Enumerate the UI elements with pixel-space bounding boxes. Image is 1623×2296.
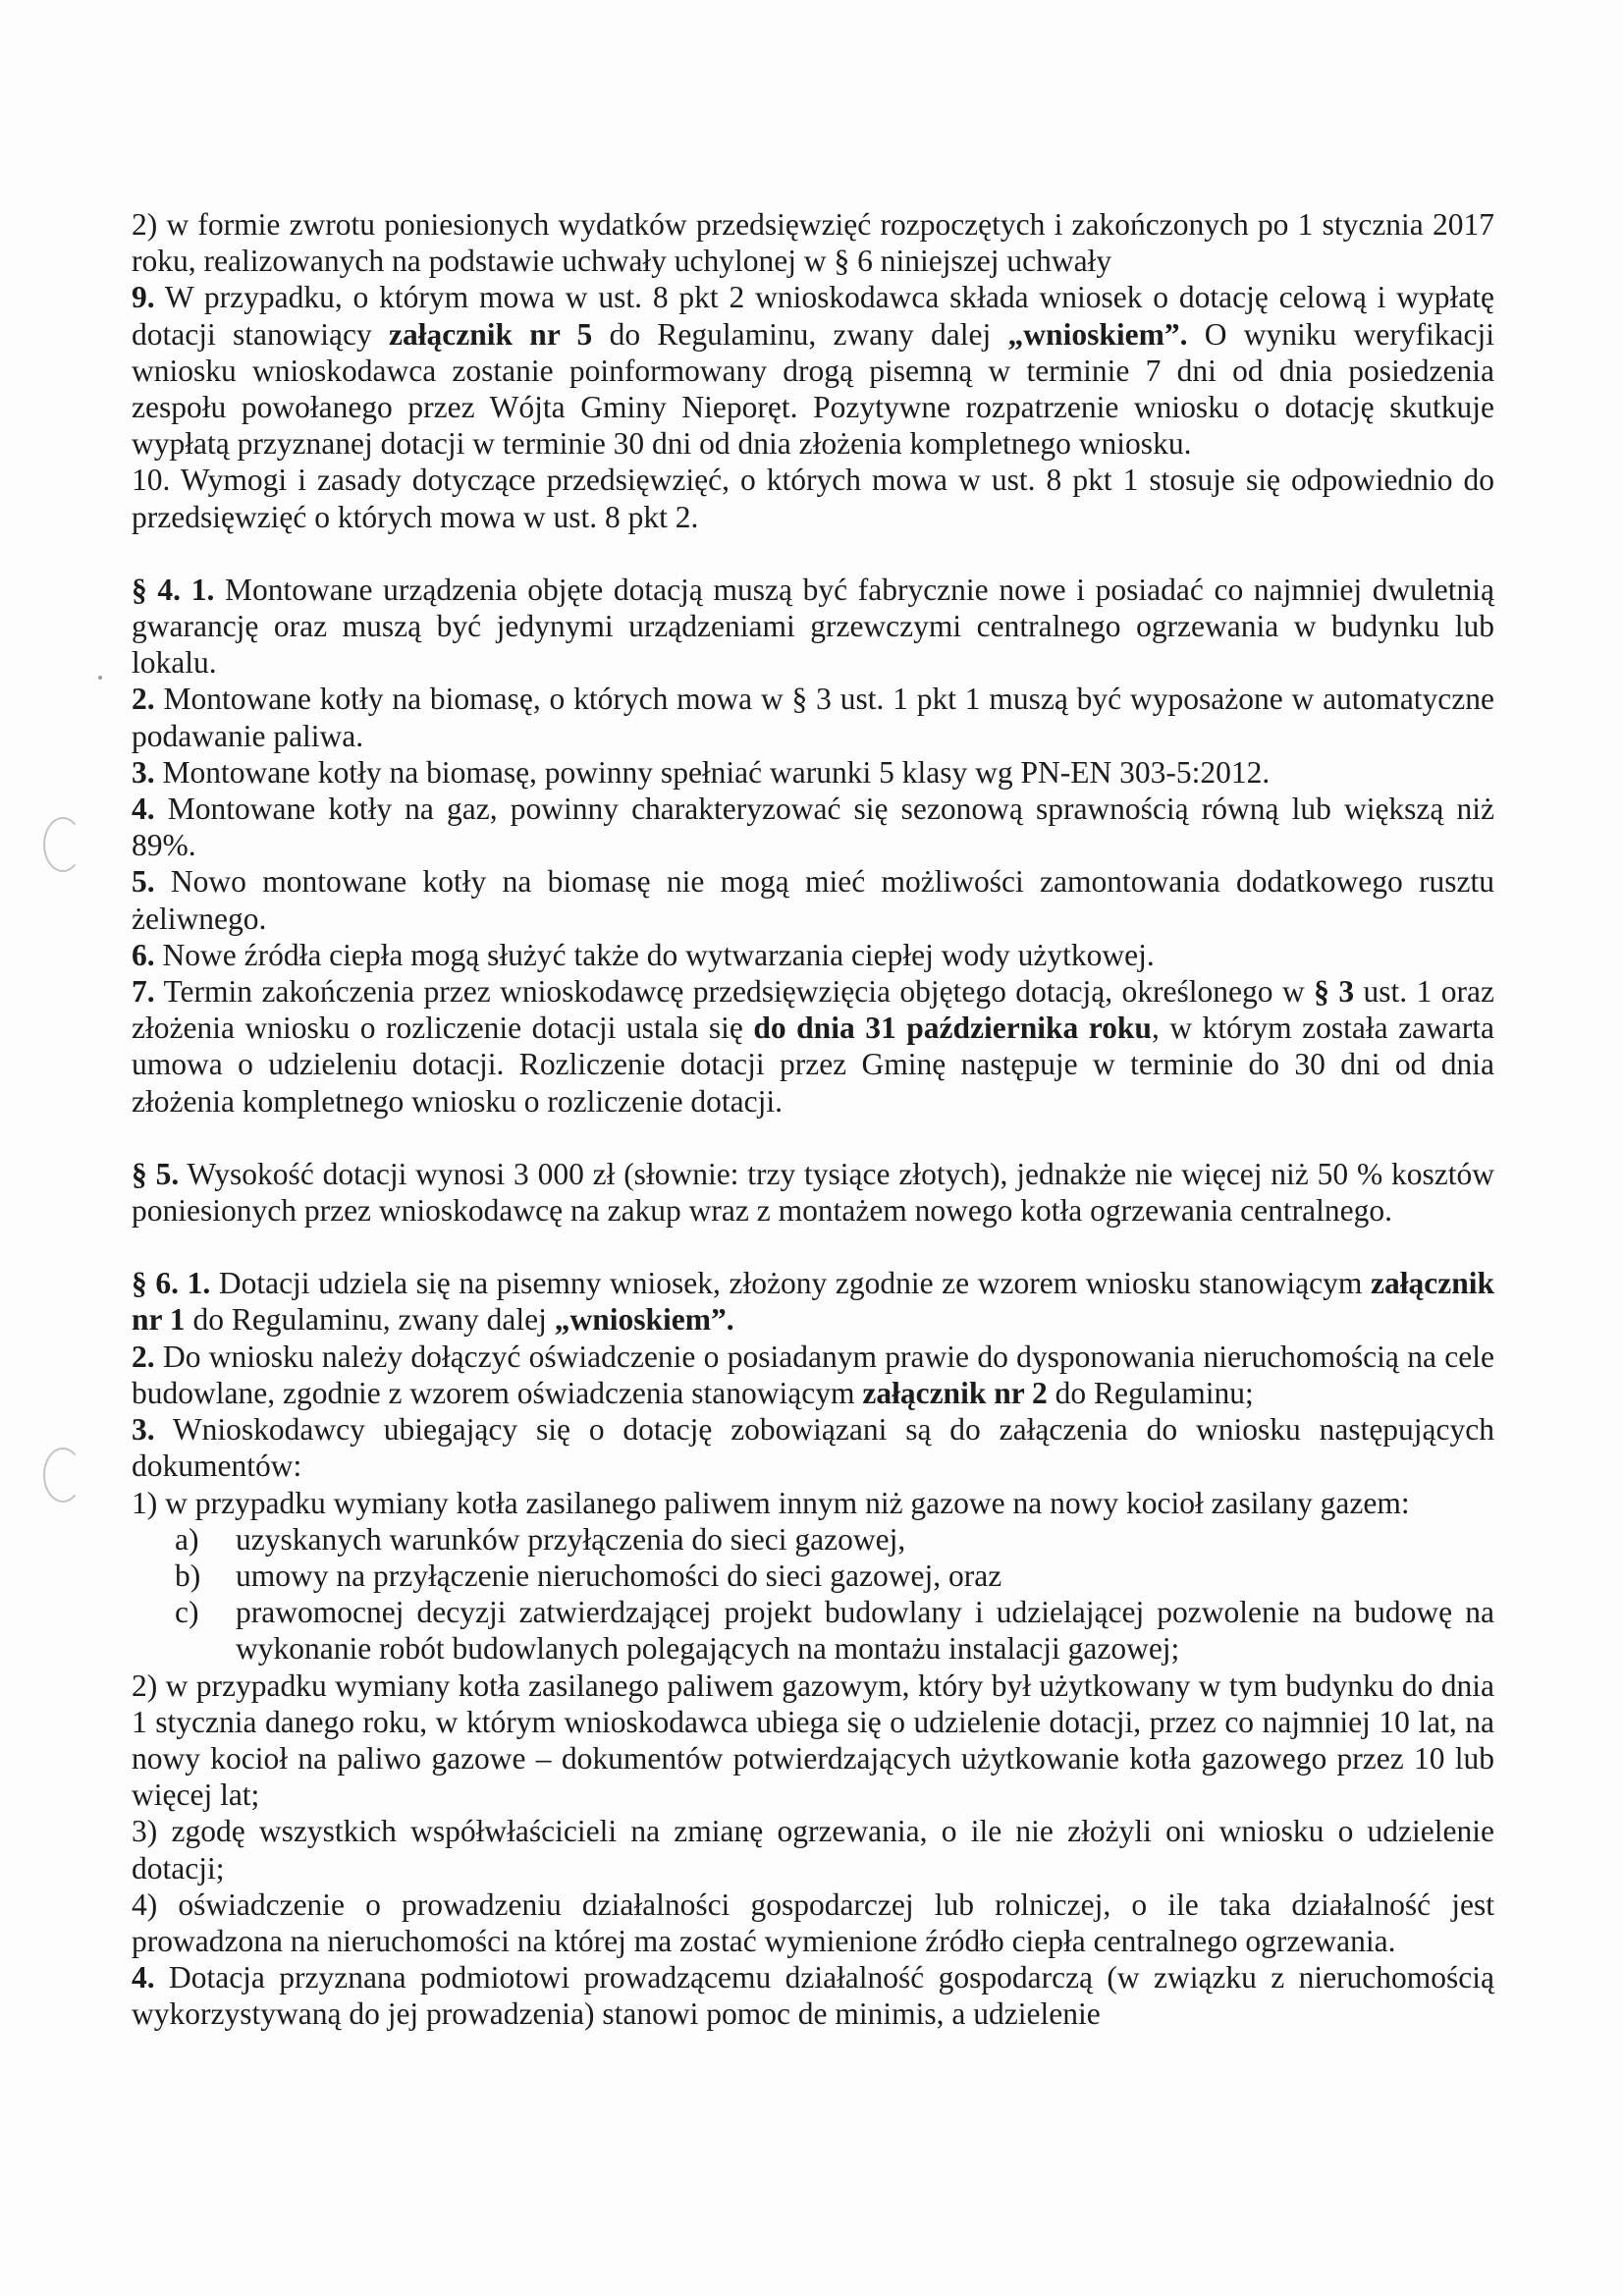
document-body (132, 206, 1494, 2033)
paragraph-item-2 (132, 206, 1494, 279)
list-item-4 (132, 1886, 1494, 1959)
section-4-ust-3 (132, 754, 1494, 791)
paragraph-text: Montowane urządzenia objęte dotacją muszą być fabrycznie nowe i posiadać co najmniej dwuletnią gwarancję oraz muszą być jedynymi urządzeniami grzewczymi centralnego ogrzewania w budynku lub lokalu. (132, 572, 1495, 681)
paragraph-text: Wysokość dotacji wynosi 3 000 zł (słownie: trzy tysiące złotych), jednakże nie więcej niż 50 % kosztów poniesionych przez wnioskodawcę na zakup wraz z montażem nowego kotła ogrzewania centralnego. (132, 1156, 1494, 1229)
paragraph-text: do Regulaminu, zwany dalej (185, 1302, 555, 1338)
list-item-text: uzyskanych warunków przyłączenia do sieci gazowej, (236, 1521, 906, 1557)
list-marker: c) (175, 1595, 199, 1630)
paragraph-text: Termin zakończenia przez wnioskodawcę przedsięwzięcia objętego dotacją, określonego w (154, 974, 1315, 1010)
paragraph-text: 1) w przypadku wymiany kotła zasilanego paliwem innym niż gazowe na nowy kocioł zasilany gazem: (132, 1485, 1410, 1520)
section-number: § 5. (132, 1156, 180, 1191)
paragraph-text: 3) zgodę wszystkich współwłaścicieli na zmianę ogrzewania, o ile nie złożyli oni wniosku o udzielenie dotacji; (132, 1814, 1494, 1886)
bold-reference: załącznik nr 5 (389, 316, 593, 352)
section-4-ust-6 (132, 937, 1494, 973)
paragraph-text: Montowane kotły na biomasę, powinny spełniać warunki 5 klasy wg PN-EN 303-5:2012. (154, 754, 1271, 790)
paragraph-number: 5. (132, 864, 155, 900)
section-5-text (132, 1156, 1494, 1229)
section-6-ust-4 (132, 1959, 1494, 2032)
paragraph-text: , w którym została zawarta umowa o udzieleniu dotacji. Rozliczenie dotacji przez Gminę następuje w terminie do 30 dni od dnia złożenia kompletnego wniosku o rozliczenie dotacji. (132, 1011, 1494, 1119)
list-item-1 (132, 1485, 1494, 1521)
section-number: § 6. 1. (132, 1266, 211, 1301)
list-item-2 (132, 1667, 1494, 1814)
bold-reference: załącznik nr 1 (132, 1266, 1494, 1338)
paragraph-number: 2. (132, 682, 155, 717)
paragraph-text: Montowane kotły na biomasę, o których mowa w § 3 ust. 1 pkt 1 muszą być wyposażone w automatyczne podawanie paliwa. (132, 682, 1494, 753)
section-4-ust-5 (132, 863, 1494, 936)
paragraph-text: Do wniosku należy dołączyć oświadczenie o posiadanym prawie do dysponowania nieruchomością na cele budowlane, zgodnie z wzorem oświadczenia stanowiącym (132, 1339, 1494, 1410)
section-4-ust-1 (132, 572, 1494, 682)
lettered-list (132, 1521, 1494, 1667)
bold-reference: § 3 (1314, 974, 1355, 1010)
list-item-text: umowy na przyłączenie nieruchomości do sieci gazowej, oraz (236, 1558, 1002, 1593)
section-4-ust-4 (132, 791, 1494, 863)
list-marker: a) (175, 1521, 199, 1557)
binder-hole-mark (43, 1448, 82, 1503)
paragraph-text: Dotacja przyznana podmiotowi prowadzącemu działalność gospodarczą (w związku z nieruchomością wykorzystywaną do jej prowadzenia) stanowi pomoc de minimis, a udzielenie (132, 1960, 1494, 2032)
bold-term: „wnioskiem”. (554, 1302, 734, 1338)
paragraph-ust-10 (132, 462, 1494, 534)
paragraph-text: 10. Wymogi i zasady dotyczące przedsięwzięć, o których mowa w ust. 8 pkt 1 stosuje się odpowiednio do przedsięwzięć o których mowa w ust. 8 pkt 2. (132, 463, 1494, 534)
list-item-3 (132, 1813, 1494, 1886)
bold-reference: załącznik nr 2 (862, 1375, 1048, 1410)
binder-hole-mark (43, 817, 82, 872)
section-6 (132, 1265, 1494, 2032)
lettered-list-item (132, 1594, 1494, 1667)
paragraph-number: 4. (132, 792, 155, 827)
paragraph-text: 2) w przypadku wymiany kotła zasilanego paliwem gazowym, który był użytkowany w tym budynku do dnia 1 stycznia danego roku, w którym wnioskodawca ubiega się o udzielenie dotacji, przez co najmniej 10 lat, na nowy kocioł na paliwo gazowe – dokumentów potwierdzających użytkowanie kotła gazowego przez 10 lub więcej lat; (132, 1667, 1494, 1813)
lettered-list-item (132, 1558, 1494, 1594)
lettered-list-item (132, 1521, 1494, 1558)
paragraph-ust-9 (132, 279, 1494, 462)
paragraph-number: 7. (132, 974, 155, 1010)
paragraph-number: 4. (132, 1960, 155, 1995)
paragraph-text: 4) oświadczenie o prowadzeniu działalności gospodarczej lub rolniczej, o ile taka działalność jest prowadzona na nieruchomości na której ma zostać wymienione źródło ciepła centralnego ogrzewania. (132, 1886, 1494, 1958)
paragraph-text: do Regulaminu, zwany dalej (592, 316, 1008, 352)
paragraph-text: Montowane kotły na gaz, powinny charakteryzować się sezonową sprawnością równą lub większą niż 89%. (132, 792, 1494, 863)
paragraph-text: W przypadku, o którym mowa w ust. 8 pkt 2 wnioskodawca składa wniosek o dotację celową i wypłatę dotacji stanowiący (132, 280, 1494, 352)
paragraph-number: 3. (132, 1412, 155, 1448)
section-6-ust-3 (132, 1411, 1494, 1484)
bold-term: „wnioskiem”. (1007, 316, 1188, 352)
paragraph-number: 2. (132, 1339, 155, 1374)
paragraph-text: Nowe źródła ciepła mogą służyć także do wytwarzania ciepłej wody użytkowej. (154, 937, 1155, 972)
paragraph-text: 2) w formie zwrotu poniesionych wydatków przedsięwzięć rozpoczętych i zakończonych po 1 stycznia 2017 roku, realizowanych na podstawie uchwały uchylonej w § 6 niniejszej uchwały (132, 207, 1494, 279)
paragraph-text: Nowo montowane kotły na biomasę nie mogą mieć możliwości zamontowania dodatkowego rusztu żeliwnego. (132, 864, 1494, 936)
section-4-ust-7 (132, 973, 1494, 1120)
section-5 (132, 1156, 1494, 1229)
section-4 (132, 572, 1494, 1120)
paragraph-number: 3. (132, 754, 155, 790)
paragraph-text: Dotacji udziela się na pisemny wniosek, złożony zgodnie ze wzorem wniosku stanowiącym (210, 1266, 1371, 1301)
section-6-ust-1 (132, 1265, 1494, 1338)
paragraph-text: O wyniku weryfikacji wniosku wnioskodawca zostanie poinformowany drogą pisemną w terminie 7 dni od dnia posiedzenia zespołu powołanego przez Wójta Gminy Nieporęt. Pozytywne rozpatrzenie wniosku o dotację skutkuje wypłatą przyznanej dotacji w terminie 30 dni od dnia złożenia kompletnego wniosku. (132, 316, 1495, 462)
section-4-ust-2 (132, 681, 1494, 753)
paragraph-text: do Regulaminu; (1047, 1375, 1254, 1410)
bold-deadline: do dnia 31 października roku (753, 1011, 1152, 1046)
paragraph-number: 6. (132, 937, 155, 972)
list-item-text: prawomocnej decyzji zatwierdzającej projekt budowlany i udzielającej pozwolenie na budowę na wykonanie robót budowlanych polegających na montażu instalacji gazowej; (236, 1595, 1494, 1667)
section-number: § 4. 1. (132, 572, 215, 607)
section-6-ust-2 (132, 1339, 1494, 1411)
paragraph-text: Wnioskodawcy ubiegający się o dotację zobowiązani są do załączenia do wniosku następujących dokumentów: (132, 1412, 1494, 1484)
paragraph-text: ust. 1 oraz złożenia wniosku o rozliczenie dotacji ustala się (132, 974, 1495, 1046)
paragraph-number: 9. (132, 280, 155, 315)
scan-speck (98, 676, 102, 680)
list-marker: b) (175, 1558, 201, 1593)
